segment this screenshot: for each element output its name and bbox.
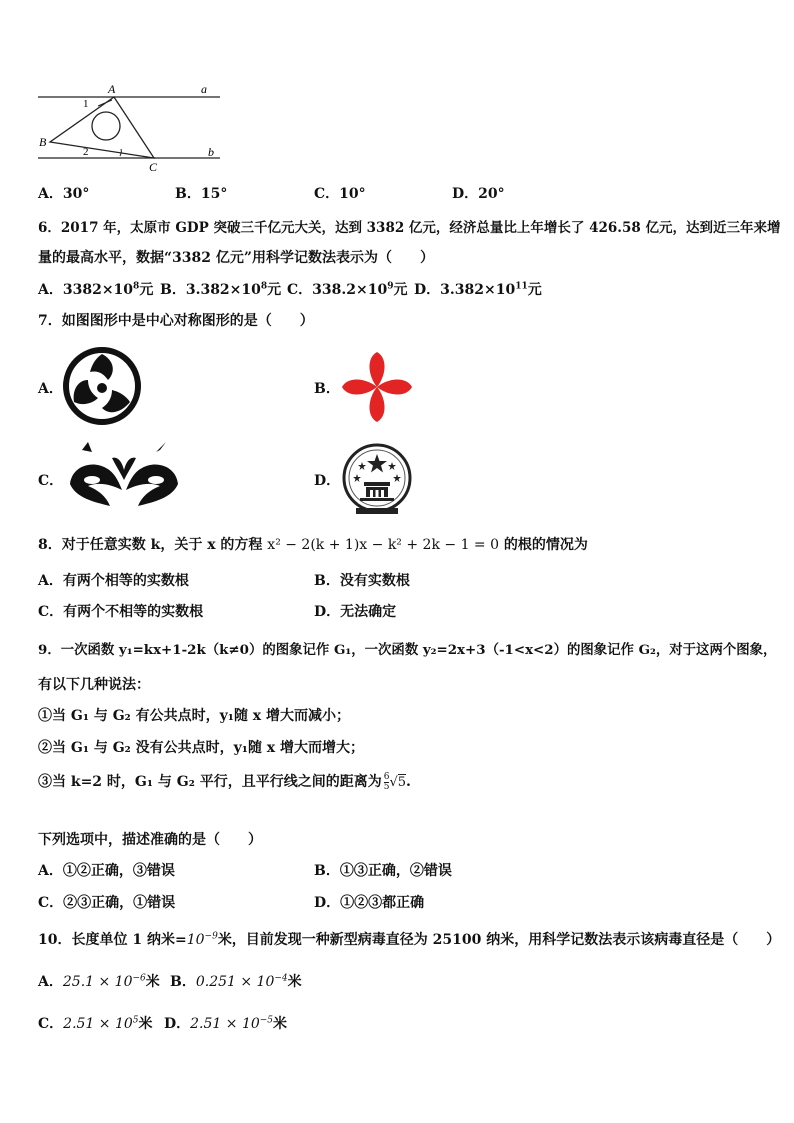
- q9-statement-2: ②当 G₁ 与 G₂ 没有公共点时，y₁随 x 增大而增大；: [38, 740, 365, 756]
- q8-equation: x² − 2(k + 1)x − k² + 2k − 1 = 0: [267, 537, 500, 553]
- q6-option-b: B．$3.382\times 10^8$元: [160, 281, 282, 298]
- q9-option-b: B．①③正确，②错误: [314, 863, 452, 879]
- label-C: C: [149, 160, 158, 174]
- label-angle-1: 1: [83, 98, 89, 110]
- q9-statement-1: ①当 G₁ 与 G₂ 有公共点时，y₁随 x 增大而减小；: [38, 708, 351, 724]
- q8-option-a: A．有两个相等的实数根: [38, 573, 189, 589]
- q5-option-b: B．15°: [175, 186, 228, 202]
- q9-stem-line1: 9．一次函数 y₁=kx+1-2k（k≠0）的图象记作 G₁，一次函数 y₂=2x+3（-1<x<2）的图象记作 G₂，对于这两个图象，: [38, 642, 777, 658]
- q6-option-a: A．$3382\times 10^8$元: [38, 281, 154, 298]
- label-A: A: [108, 82, 116, 96]
- q10-option-d: D．$2.51 \times 10^{-5}$米: [164, 1015, 288, 1032]
- q5-option-a: A．30°: [38, 186, 90, 202]
- q6-stem-line1: 6．2017 年，太原市 GDP 突破三千亿元大关，达到 3382 亿元，经济总量比上年增长了 426.58 亿元，达到近三年来增: [38, 220, 781, 236]
- q7-label-c: C．: [38, 473, 64, 489]
- q9-statement-3: ③当 k=2 时，G₁ 与 G₂ 平行，且平行线之间的距离为 $\frac{6}{5}$ √5.: [38, 771, 411, 792]
- q10-option-a: A．$25.1 \times 10^{-6}$米: [38, 973, 160, 990]
- label-angle-2: 2: [83, 146, 89, 158]
- q9-fraction: $\frac{6}{5}$: [383, 771, 390, 792]
- q8-option-d: D．无法确定: [314, 604, 397, 620]
- q6-option-c: C．$338.2\times 10^9$元: [287, 281, 408, 298]
- q5-option-d: D．20°: [452, 186, 505, 202]
- four-petal-flower-image: [338, 348, 416, 426]
- q10-unit-power: $10^{-9}$: [186, 931, 218, 948]
- q6-stem-line2: 量的最高水平，数据“3382 亿元”用科学记数法表示为（ ）: [38, 250, 434, 266]
- q9-option-d: D．①②③都正确: [314, 895, 425, 911]
- label-line-b: b: [208, 145, 214, 159]
- q7-label-a: A．: [38, 381, 63, 397]
- q8-option-c: C．有两个不相等的实数根: [38, 604, 204, 620]
- q7-stem: 7．如图图形中是中心对称图形的是（ ）: [38, 313, 314, 329]
- label-line-a: a: [201, 82, 207, 96]
- q9-radical: √5: [389, 775, 407, 790]
- label-B: B: [39, 135, 47, 149]
- q5-option-c: C．10°: [314, 186, 366, 202]
- q10-stem: 10．长度单位 1 纳米$=10^{-9}$米，目前发现一种新型病毒直径为 25100 纳米，用科学记数法表示该病毒直径是（ ）: [38, 931, 781, 948]
- q9-stem-line2: 有以下几种说法：: [38, 677, 150, 693]
- q9-prompt: 下列选项中，描述准确的是（ ）: [38, 832, 262, 848]
- q8-stem: 8．对于任意实数 k，关于 x 的方程 x² − 2(k + 1)x − k² + 2k − 1 = 0 的根的情况为: [38, 537, 588, 553]
- q8-option-b: B．没有实数根: [314, 573, 410, 589]
- q7-label-d: D．: [314, 473, 341, 489]
- q10-option-b: B．$0.251 \times 10^{-4}$米: [170, 973, 302, 990]
- q7-label-b: B．: [314, 381, 340, 397]
- q6-option-d: D．$3.382\times 10^{11}$元: [414, 281, 542, 298]
- q9-option-a: A．①②正确，③错误: [38, 863, 175, 879]
- q9-option-c: C．②③正确，①错误: [38, 895, 176, 911]
- q10-option-c: C．$2.51 \times 10^5$米: [38, 1015, 153, 1032]
- triangle-figure: [36, 80, 226, 175]
- national-emblem-image: [338, 440, 416, 522]
- twin-birds-image: [62, 440, 186, 516]
- emblem-a-image: [62, 346, 142, 426]
